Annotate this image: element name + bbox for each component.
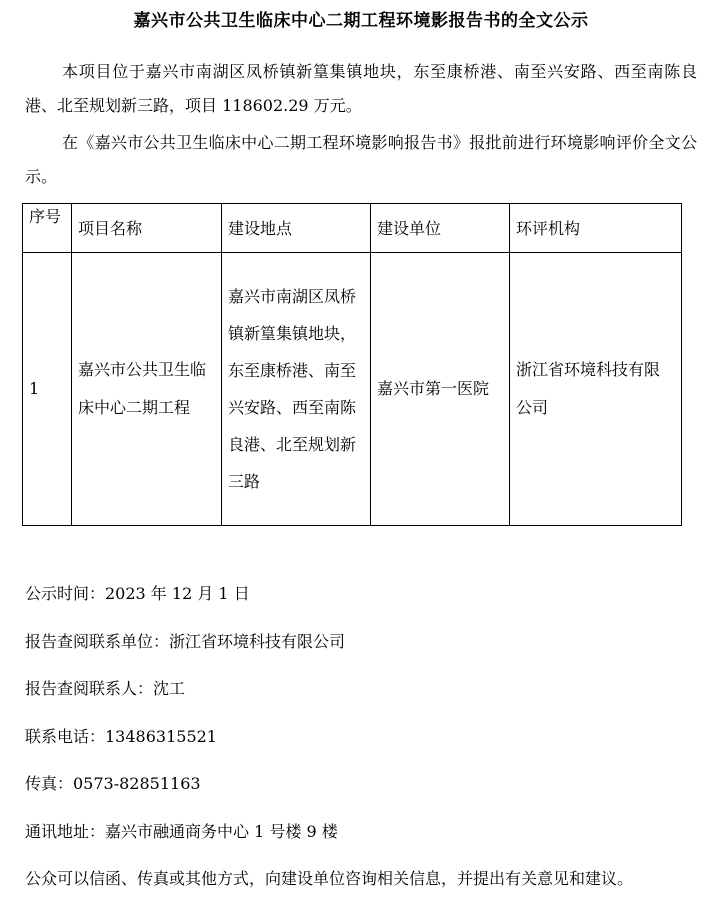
contact-person: 报告查阅联系人：沈工 (25, 679, 186, 698)
table-header-row (23, 204, 682, 253)
contact-unit: 报告查阅联系单位：浙江省环境科技有限公司 (25, 631, 346, 651)
public-note: 公众可以信函、传真或其他方式，向建设单位咨询相关信息，并提出有关意见和建议。 (25, 869, 634, 888)
header-site: 建设地点 (222, 204, 371, 253)
cell-project-name: 嘉兴市公共卫生临床中心二期工程 (72, 253, 222, 526)
contact-fax: 传真：0573-82851163 (25, 774, 201, 793)
table-row (23, 253, 682, 526)
project-table (22, 203, 682, 526)
contact-info (25, 570, 705, 903)
intro-paragraph: 本项目位于嘉兴市南湖区凤桥镇新篁集镇地块，东至康桥港、南至兴安路、西至南陈良港、北至规划新三路，项目 118602.29 万元。 (25, 62, 697, 115)
page-title: 嘉兴市公共卫生临床中心二期工程环境影报告书的全文公示 (133, 11, 589, 31)
contact-phone: 联系电话：13486315521 (25, 726, 217, 746)
header-project-name: 项目名称 (72, 204, 222, 253)
cell-site: 嘉兴市南湖区凤桥镇新篁集镇地块，东至康桥港、南至兴安路、西至南陈良港、北至规划新三路 (222, 253, 371, 526)
cell-builder: 嘉兴市第一医院 (371, 253, 510, 526)
publish-date: 公示时间：2023 年 12 月 1 日 (25, 584, 250, 603)
header-agency: 环评机构 (510, 204, 682, 253)
header-seq: 序号 (23, 204, 72, 253)
notice-paragraph: 在《嘉兴市公共卫生临床中心二期工程环境影响报告书》报批前进行环境影响评价全文公示。 (25, 133, 697, 186)
header-builder: 建设单位 (371, 204, 510, 253)
contact-address: 通讯地址：嘉兴市融通商务中心 1 号楼 9 楼 (25, 821, 338, 841)
cell-agency: 浙江省环境科技有限公司 (510, 253, 682, 526)
cell-seq: 1 (23, 253, 72, 526)
